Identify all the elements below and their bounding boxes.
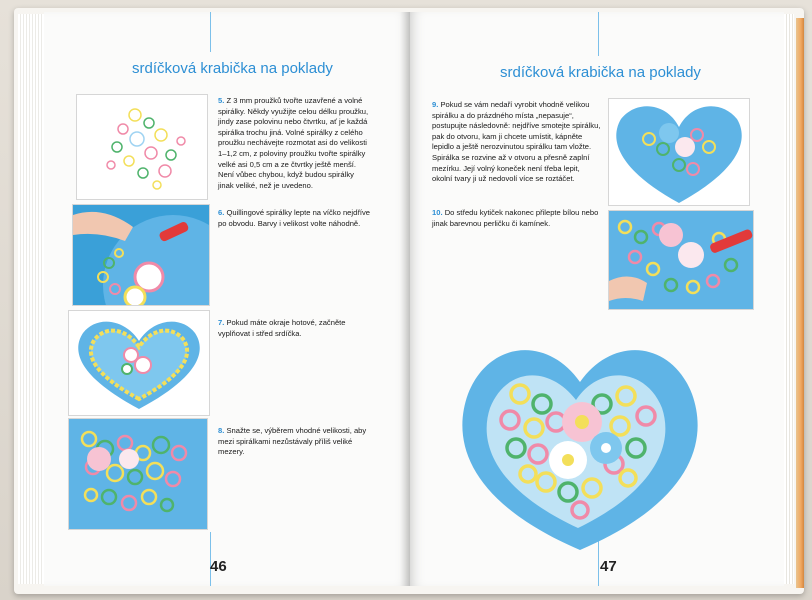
spirals-illustration bbox=[77, 95, 207, 199]
step-number: 7. bbox=[218, 318, 225, 327]
heart-large-illustration bbox=[450, 324, 710, 554]
right-page bbox=[410, 12, 784, 586]
step-text: Z 3 mm proužků tvořte uzavřené a volné spirálky. Někdy využijte celou délku proužku, jindy zase polovinu nebo čtvrtku, ať je každá spirálka trochu jiná. Volné spirálky z celého proužku nechávejte rozmotat asi do velikosti 1–1,2 cm, z poloviny proužku tvořte spirálky velké asi 0,5 cm a ze čtvrtky ještě menší. Není vůbec chybou, když budou spirálky jinak veliké, než je uvedeno. bbox=[218, 96, 369, 190]
step-number: 5. bbox=[218, 96, 225, 105]
step-5 bbox=[218, 96, 370, 191]
photo-heart-filling bbox=[68, 418, 208, 530]
heart-outline-illustration bbox=[69, 311, 209, 415]
gluing-illustration bbox=[73, 205, 209, 305]
step-10 bbox=[432, 208, 602, 229]
photo-heart-outline bbox=[68, 310, 210, 416]
step-number: 6. bbox=[218, 208, 225, 217]
heart-filling-illustration bbox=[69, 419, 207, 529]
step-text: Snažte se, výběrem vhodné velikosti, aby mezi spirálkami nezůstávaly příliš veliké mezery. bbox=[218, 426, 367, 457]
decor-line bbox=[598, 12, 599, 56]
step-text: Pokud se vám nedaří vyrobit vhodně velikou spirálku a do prázdného místa „nepasuje“, postupujte následovně: nejdříve smotejte spirálku, pak do otvoru, kam ji chcete umístit, kápněte lepidlo a ještě nerozvinutou spirálku tam vložte. Spirálka se rozvine až v otvoru a přesně zaplní mezírku. Její volný koneček není třeba lepit, okolní tvary ji už nedovolí více se roztáčet. bbox=[432, 100, 601, 184]
step-text: Quillingové spirálky lepte na víčko nejdříve po obvodu. Barvy i velikost volte náhodně. bbox=[218, 208, 370, 228]
photo-heart-finished-large bbox=[450, 324, 710, 554]
step-8 bbox=[218, 426, 370, 458]
step-text: Do středu kytiček nakonec přilepte bílou nebo jinak barevnou perličku či kamínek. bbox=[432, 208, 599, 228]
pearls-illustration bbox=[609, 211, 753, 309]
page-stack-right bbox=[784, 14, 794, 584]
left-page bbox=[44, 12, 410, 586]
step-9 bbox=[432, 100, 602, 185]
step-7 bbox=[218, 318, 370, 339]
page-number: 47 bbox=[600, 558, 617, 575]
step-number: 10. bbox=[432, 208, 443, 217]
photo-gluing-pearls bbox=[608, 210, 754, 310]
page-number: 46 bbox=[210, 558, 227, 575]
page-stack-left bbox=[18, 14, 44, 584]
heart-small-illustration bbox=[609, 99, 749, 205]
step-number: 8. bbox=[218, 426, 225, 435]
page-title: srdíčková krabička na poklady bbox=[132, 60, 333, 77]
photo-spirals bbox=[76, 94, 208, 200]
step-text: Pokud máte okraje hotové, začněte vyplňovat i střed srdíčka. bbox=[218, 318, 346, 338]
cover-edge bbox=[796, 18, 804, 588]
decor-line bbox=[210, 12, 211, 52]
step-6 bbox=[218, 208, 370, 229]
photo-gluing bbox=[72, 204, 210, 306]
page-title: srdíčková krabička na poklady bbox=[500, 64, 701, 81]
photo-heart-finished-small bbox=[608, 98, 750, 206]
step-number: 9. bbox=[432, 100, 439, 109]
